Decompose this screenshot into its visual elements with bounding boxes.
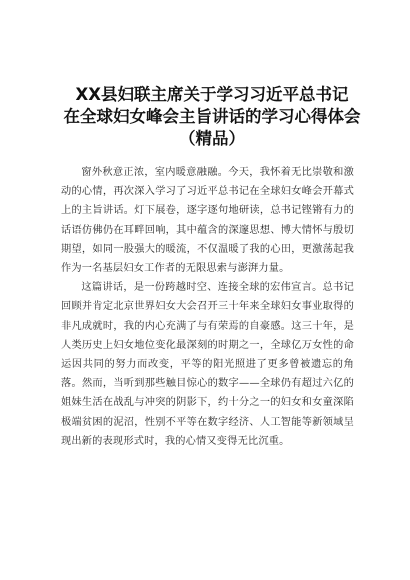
document-title xyxy=(52,84,372,150)
title-line-3: （精品） xyxy=(179,129,245,148)
paragraph-1: 窗外秋意正浓，室内暖意融融。今天，我怀着无比崇敬和激动的心情，再次深入学习了习近平总书记在全球妇女峰会开幕式上的主旨讲话。灯下展卷，逐字逐句地研读，总书记铿锵有力的话语仿佛仍在耳畔回响，其中蕴含的深邃思想、博大情怀与殷切期望，如同一股强大的暖流，不仅温暖了我的心田，更激荡起我作为一名基层妇女工作者的无限思索与澎湃力量。 xyxy=(61,167,354,275)
title-line-1: XX县妇联主席关于学习习近平总书记 xyxy=(75,85,349,104)
paragraph-2: 这篇讲话，是一份跨越时空、连接全球的宏伟宣言。总书记回顾并肯定北京世界妇女大会召开三十年来全球妇女事业取得的非凡成就时，我的内心充满了与有荣焉的自豪感。这三十年，是人类历史上妇女地位变化最深刻的时期之一，全球亿万女性的命运因共同的努力而改变，平等的阳光照进了更多曾被遗忘的角落。然而，当听到那些触目惊心的数字——全球仍有超过六亿的姐妹生活在战乱与冲突的阴影下，约十分之一的妇女和女童深陷极端贫困的泥沼，性别不平等在数字经济、人工智能等新领域呈现出新的表现形式时，我的心情又变得无比沉重。 xyxy=(61,282,354,447)
document-body xyxy=(61,163,354,451)
title-line-2: 在全球妇女峰会主旨讲话的学习心得体会 xyxy=(63,107,361,126)
